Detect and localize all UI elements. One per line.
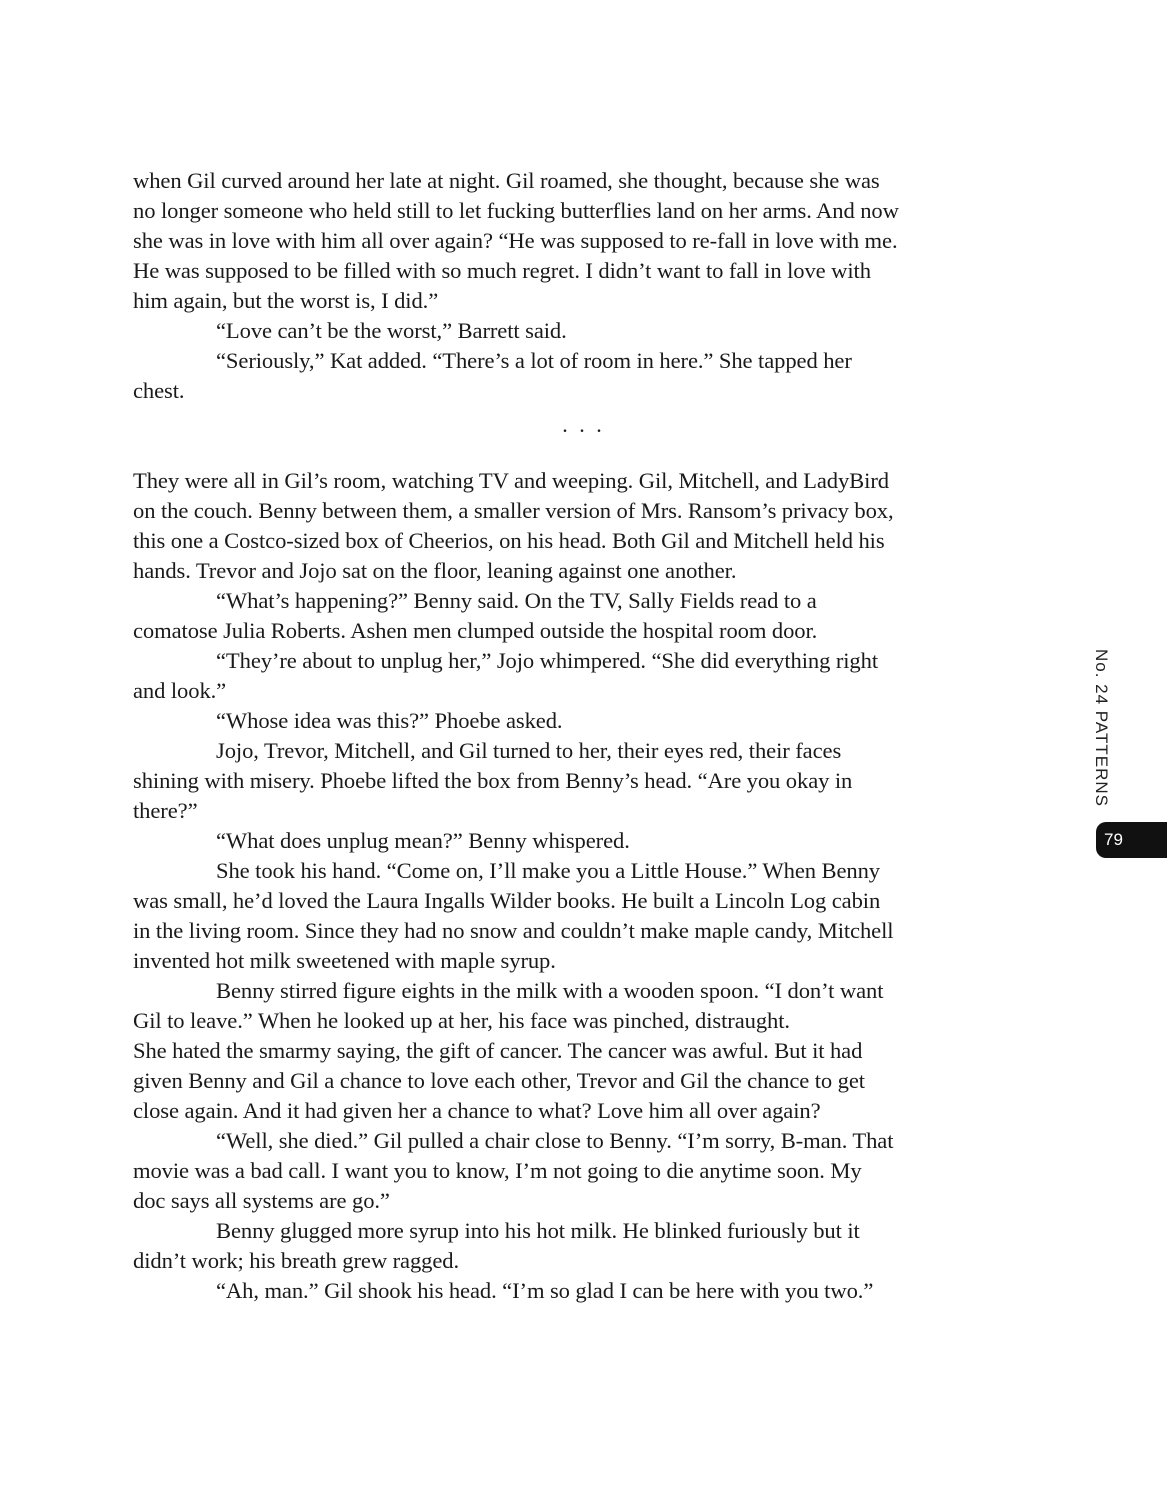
text-line: comatose Julia Roberts. Ashen men clumped outside the hospital room door. [133, 618, 818, 643]
text-line: He was supposed to be filled with so much regret. I didn’t want to fall in love with [133, 258, 871, 283]
text-line: She took his hand. “Come on, I’ll make you a Little House.” When Benny [216, 858, 880, 883]
journal-side-label: No. 24 PATTERNS [1092, 649, 1111, 807]
text-line: Jojo, Trevor, Mitchell, and Gil turned to her, their eyes red, their faces [216, 738, 842, 763]
text-line: close again. And it had given her a chance to what? Love him all over again? [133, 1098, 821, 1123]
text-line: when Gil curved around her late at night. Gil roamed, she thought, because she was [133, 168, 880, 193]
text-line: on the couch. Benny between them, a smaller version of Mrs. Ransom’s privacy box, [133, 498, 894, 523]
text-line: chest. [133, 378, 185, 403]
text-line: “What’s happening?” Benny said. On the TV, Sally Fields read to a [216, 588, 817, 613]
text-line: “Whose idea was this?” Phoebe asked. [216, 708, 563, 733]
scene-break: . . . [562, 412, 605, 437]
text-line: him again, but the worst is, I did.” [133, 288, 439, 313]
page-number: 79 [1104, 830, 1123, 849]
text-line: hands. Trevor and Jojo sat on the floor, leaning against one another. [133, 558, 737, 583]
text-line: “Well, she died.” Gil pulled a chair close to Benny. “I’m sorry, B-man. That [216, 1128, 894, 1153]
text-line: invented hot milk sweetened with maple syrup. [133, 948, 556, 973]
text-line: movie was a bad call. I want you to know, I’m not going to die anytime soon. My [133, 1158, 862, 1183]
text-line: “They’re about to unplug her,” Jojo whimpered. “She did everything right [216, 648, 878, 673]
text-line: was small, he’d loved the Laura Ingalls Wilder books. He built a Lincoln Log cabin [133, 888, 881, 913]
text-line: no longer someone who held still to let fucking butterflies land on her arms. And now [133, 198, 899, 223]
text-line: “What does unplug mean?” Benny whispered. [216, 828, 630, 853]
text-line: this one a Costco-sized box of Cheerios, on his head. Both Gil and Mitchell held his [133, 528, 885, 553]
text-line: Benny stirred figure eights in the milk with a wooden spoon. “I don’t want [216, 978, 884, 1003]
text-line: They were all in Gil’s room, watching TV and weeping. Gil, Mitchell, and LadyBird [133, 468, 889, 493]
text-line: she was in love with him all over again? “He was supposed to re-fall in love with me. [133, 228, 898, 253]
page-number-tab [1096, 822, 1167, 858]
text-line: “Seriously,” Kat added. “There’s a lot of room in here.” She tapped her [216, 348, 852, 373]
text-line: in the living room. Since they had no snow and couldn’t make maple candy, Mitchell [133, 918, 894, 943]
text-line: Benny glugged more syrup into his hot milk. He blinked furiously but it [216, 1218, 860, 1243]
text-line: She hated the smarmy saying, the gift of cancer. The cancer was awful. But it had [133, 1038, 863, 1063]
text-line: there?” [133, 798, 198, 823]
page-body-continued [133, 466, 1003, 1306]
text-line: given Benny and Gil a chance to love each other, Trevor and Gil the chance to get [133, 1068, 865, 1093]
text-line: shining with misery. Phoebe lifted the box from Benny’s head. “Are you okay in [133, 768, 853, 793]
text-line: Gil to leave.” When he looked up at her, his face was pinched, distraught. [133, 1008, 790, 1033]
text-line: doc says all systems are go.” [133, 1188, 390, 1213]
text-block-before-break [133, 166, 1003, 406]
text-line: “Ah, man.” Gil shook his head. “I’m so glad I can be here with you two.” [216, 1278, 874, 1303]
text-line: and look.” [133, 678, 227, 703]
page-body [133, 166, 1003, 406]
text-block-after-break [133, 466, 1003, 1306]
text-line: “Love can’t be the worst,” Barrett said. [216, 318, 567, 343]
text-line: didn’t work; his breath grew ragged. [133, 1248, 460, 1273]
